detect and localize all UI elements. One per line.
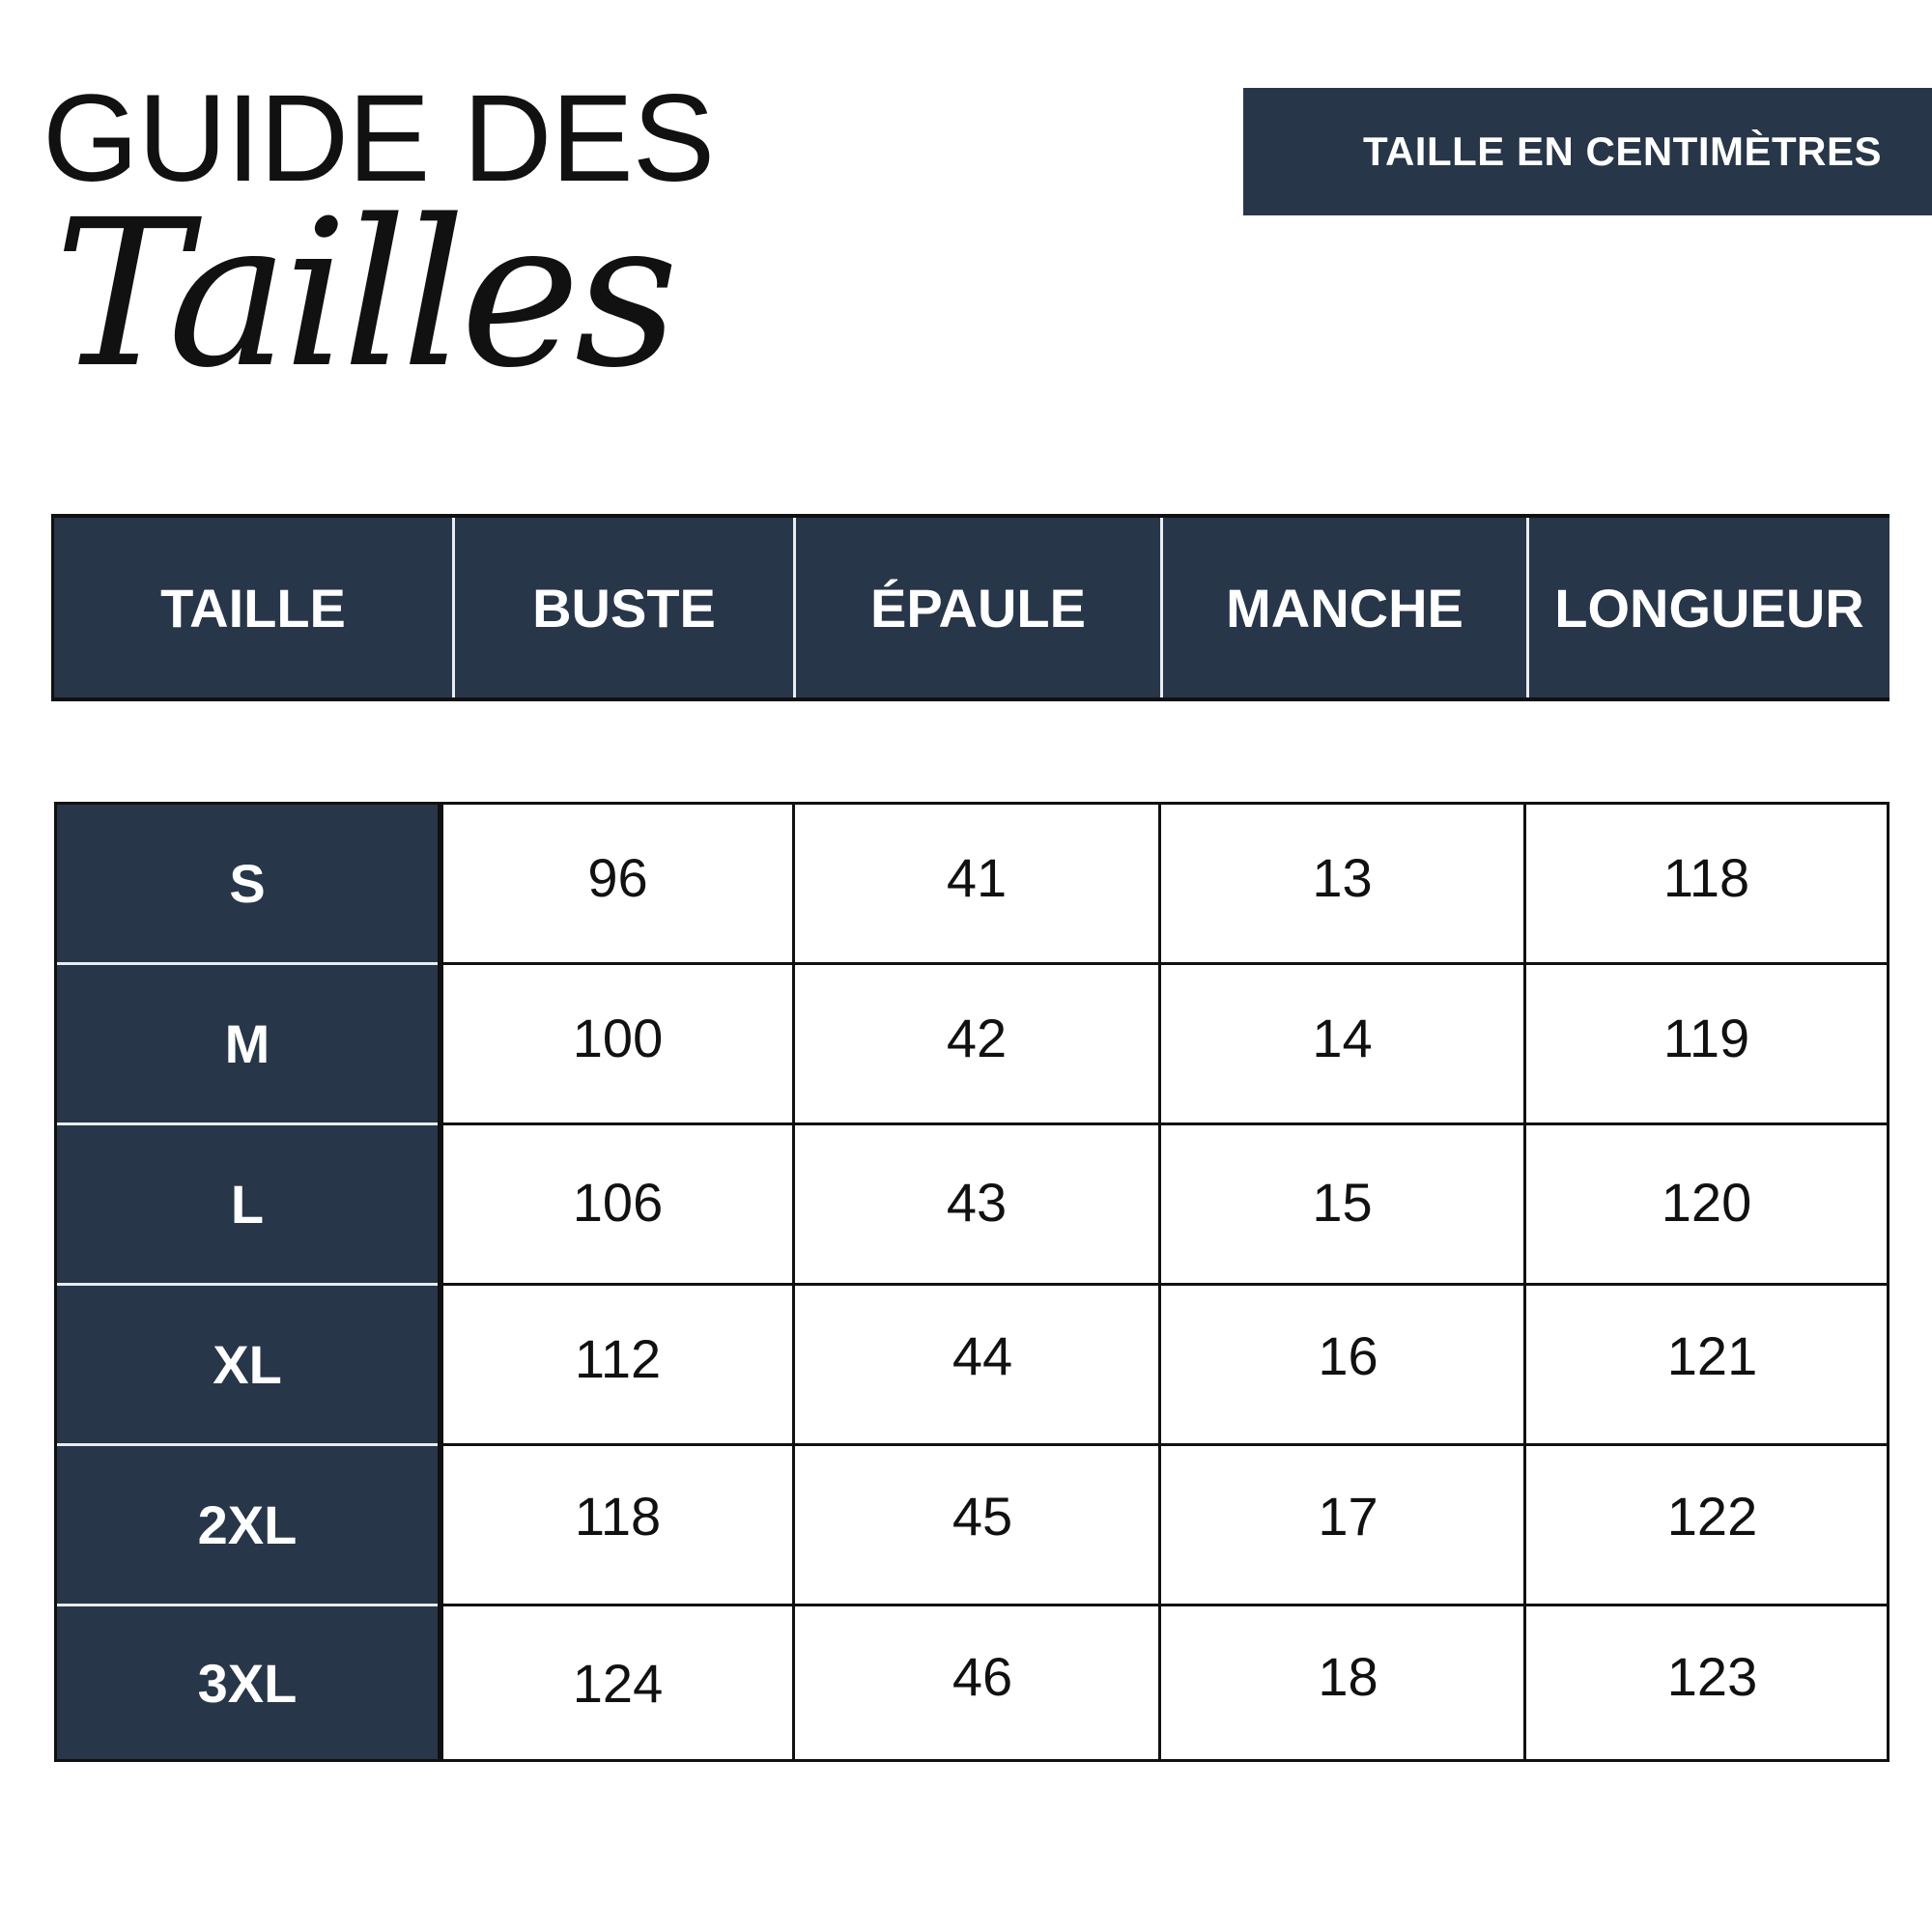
value-cell: 18: [1318, 1646, 1378, 1707]
header-epaule: ÉPAULE: [870, 577, 1086, 639]
page-title-script: Tailles: [54, 176, 673, 412]
value-cell: 119: [1662, 1007, 1750, 1068]
size-label: XL: [213, 1334, 282, 1395]
unit-badge: TAILLE EN CENTIMÈTRES: [1243, 88, 1932, 215]
value-cell: 14: [1312, 1007, 1373, 1068]
value-cell: 13: [1312, 846, 1373, 908]
value-cell: 96: [587, 846, 648, 908]
measurements-grid: [440, 802, 1889, 1762]
value-cell: 123: [1666, 1646, 1758, 1707]
value-cell: 45: [952, 1486, 1013, 1547]
value-cell: 124: [572, 1652, 664, 1714]
size-column: [54, 802, 440, 1762]
value-cell: 15: [1312, 1171, 1373, 1233]
header-manche: MANCHE: [1226, 577, 1463, 639]
value-cell: 44: [952, 1325, 1013, 1386]
value-cell: 120: [1661, 1171, 1752, 1233]
header-buste: BUSTE: [532, 577, 716, 639]
size-label: M: [224, 1013, 270, 1074]
value-cell: 112: [574, 1327, 662, 1389]
value-cell: 43: [946, 1171, 1008, 1233]
header-taille: TAILLE: [160, 577, 346, 639]
value-cell: 42: [946, 1007, 1008, 1068]
size-label: L: [230, 1174, 265, 1235]
value-cell: 106: [572, 1171, 664, 1233]
value-cell: 41: [946, 846, 1008, 908]
value-cell: 121: [1666, 1325, 1758, 1386]
value-cell: 46: [952, 1646, 1013, 1707]
size-label: 3XL: [197, 1652, 298, 1714]
value-cell: 16: [1318, 1325, 1378, 1386]
value-cell: 100: [572, 1007, 664, 1068]
value-cell: 118: [574, 1486, 662, 1547]
header-longueur: LONGUEUR: [1554, 577, 1864, 639]
value-cell: 17: [1318, 1486, 1378, 1547]
value-cell: 118: [1662, 846, 1750, 908]
table-header: [51, 514, 1889, 701]
value-cell: 122: [1666, 1486, 1758, 1547]
size-label: S: [229, 853, 266, 914]
page-title: GUIDE DES: [43, 70, 715, 208]
size-label: 2XL: [197, 1494, 298, 1555]
